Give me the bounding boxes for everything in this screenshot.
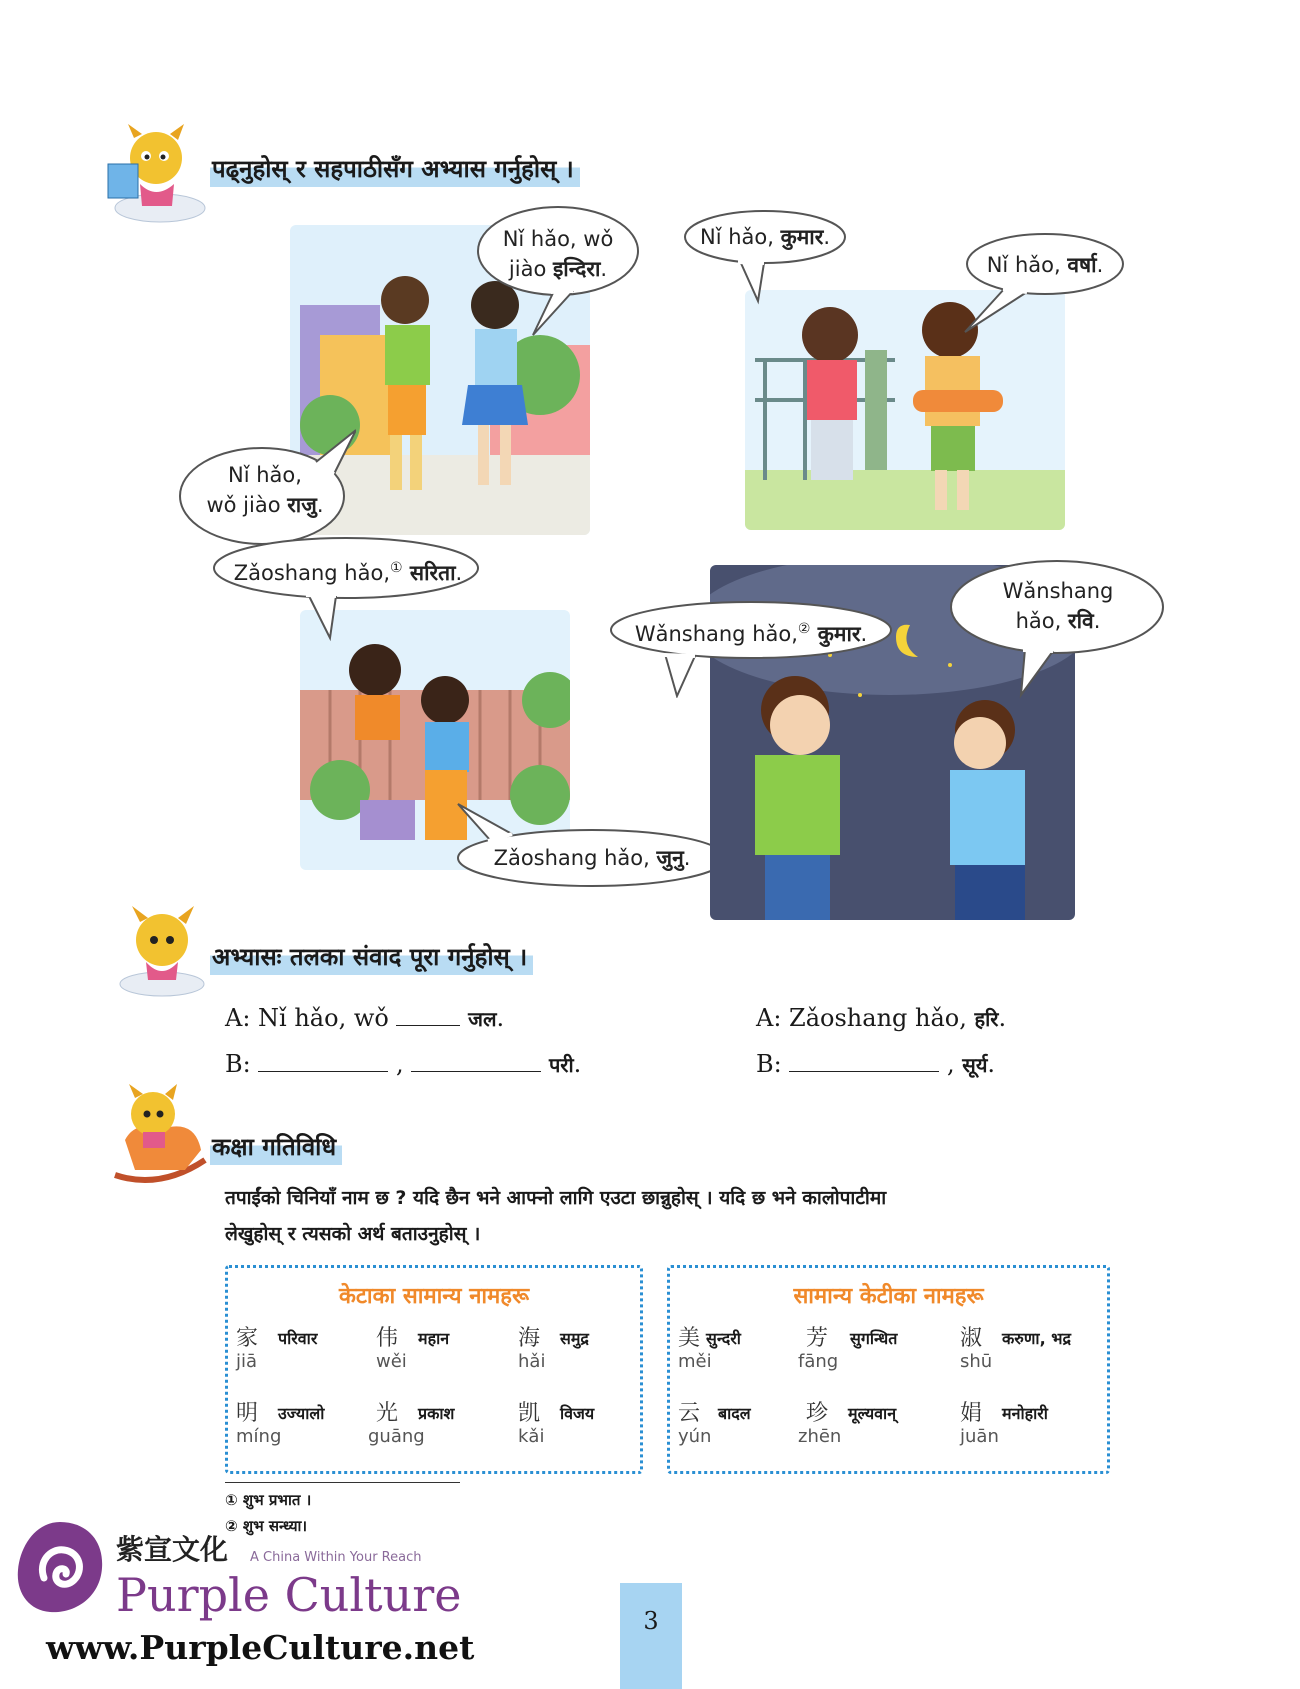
- dragon-rocking-horse-icon: [105, 1080, 215, 1190]
- boys-name-guang-pinyin: guāng: [368, 1426, 425, 1447]
- page-number: 3: [620, 1583, 682, 1689]
- exercise-left-a-suffix: जल: [468, 1007, 497, 1031]
- boys-names-title: केटाका सामान्य नामहरू: [338, 1284, 530, 1309]
- bubble-ravi-latin: hǎo,: [1015, 609, 1068, 633]
- boys-name-hai-hanzi: 海: [518, 1326, 541, 1351]
- girls-name-mei: [678, 1321, 808, 1381]
- boys-names-box: [225, 1265, 643, 1474]
- girls-names-box: [667, 1265, 1110, 1474]
- purple-culture-logo-icon: [14, 1518, 106, 1618]
- footnote-divider: [225, 1482, 460, 1483]
- exercise-left-a-prefix: A: Nǐ hǎo, wǒ: [225, 1004, 389, 1032]
- bubble-junu-name: जुनु: [656, 846, 684, 870]
- bubble-raju-period: .: [316, 493, 324, 517]
- bubble-kumar-1-period: .: [823, 225, 830, 249]
- bubble-raju-text: [190, 460, 340, 520]
- girls-name-mei-hanzi: 美: [678, 1326, 701, 1351]
- exercise-blank-2[interactable]: [258, 1053, 388, 1072]
- bubble-ravi-name: रवि: [1067, 609, 1094, 633]
- bubble-varsha-name: वर्षा: [1067, 253, 1097, 277]
- bubble-indira-period: .: [600, 257, 608, 281]
- bubble-ravi-period: .: [1093, 609, 1101, 633]
- logo-chinese-text: 紫宣文化: [116, 1533, 229, 1566]
- bubble-kumar-1-text: [688, 222, 842, 252]
- girls-name-mei-meaning: सुन्दरी: [706, 1329, 741, 1348]
- bubble-kumar-2-name: कुमार: [810, 622, 861, 646]
- girls-name-fang-hanzi: 芳: [806, 1326, 829, 1351]
- boys-name-guang: [368, 1396, 498, 1456]
- bubble-raju-name: राजु: [287, 493, 317, 517]
- girls-name-fang: [798, 1321, 928, 1381]
- girls-name-zhen: [798, 1396, 928, 1456]
- bubble-kumar-2-period: .: [860, 622, 868, 646]
- bubble-indira-line2: [483, 254, 633, 284]
- girls-name-zhen-meaning: मूल्यवान्: [848, 1404, 897, 1423]
- girls-name-shu: [960, 1321, 1090, 1381]
- boys-name-kai-hanzi: 凯: [518, 1401, 541, 1426]
- girls-name-yun-pinyin: yún: [678, 1426, 712, 1447]
- exercise-period-1: .: [496, 1004, 505, 1032]
- bubble-junu-period: .: [683, 846, 691, 870]
- exercise-period-3: .: [998, 1004, 1007, 1032]
- boys-name-ming-pinyin: míng: [236, 1426, 282, 1447]
- girls-name-shu-hanzi: 淑: [960, 1326, 983, 1351]
- exercise-right-b-comma: ,: [947, 1050, 955, 1078]
- boys-name-hai-pinyin: hǎi: [518, 1351, 546, 1372]
- logo-brand-name: Purple Culture: [116, 1568, 462, 1622]
- section-heading-exercise: अभ्यासः तलका संवाद पूरा गर्नुहोस् ।: [210, 940, 533, 975]
- boys-name-jia: [236, 1321, 366, 1381]
- activity-instructions: [225, 1180, 1105, 1252]
- girls-name-zhen-hanzi: 珍: [806, 1401, 829, 1426]
- bubble-junu-text: [460, 843, 724, 873]
- girls-name-fang-meaning: सुगन्धित: [850, 1329, 898, 1348]
- bubble-sarita-latin: Zǎoshang hǎo,: [233, 561, 391, 585]
- girls-name-juan-meaning: मनोहारी: [1002, 1404, 1048, 1423]
- bubble-sarita-text: [222, 553, 474, 588]
- bubble-varsha-latin: Nǐ hǎo,: [986, 253, 1068, 277]
- bubble-ravi-line2: [960, 606, 1156, 636]
- bubble-sarita-period: .: [455, 561, 463, 585]
- boys-name-wei: [376, 1321, 506, 1381]
- section-heading-class-activity: कक्षा गतिविधि: [210, 1130, 342, 1165]
- exercise-blank-1[interactable]: [396, 1007, 460, 1026]
- boys-name-jia-pinyin: jiā: [236, 1351, 258, 1372]
- exercise-right-b-prefix: B:: [756, 1050, 782, 1078]
- footnote-2: ② शुभ सन्ध्या।: [225, 1517, 308, 1535]
- exercise-right-b-suffix: सूर्य: [962, 1053, 988, 1077]
- bubble-raju-latin: wǒ jiào: [206, 493, 288, 517]
- bubble-junu-latin: Zǎoshang hǎo,: [493, 846, 657, 870]
- exercise-right-a-prefix: A: Zǎoshang hǎo,: [756, 1004, 975, 1032]
- boys-name-ming-hanzi: 明: [236, 1401, 259, 1426]
- bubble-kumar-2-text: [618, 614, 884, 649]
- girls-name-fang-pinyin: fāng: [798, 1351, 839, 1372]
- boys-name-wei-hanzi: 伟: [376, 1326, 399, 1351]
- girls-name-juan: [960, 1396, 1090, 1456]
- exercise-right-a-name: हरि: [974, 1007, 999, 1031]
- boys-name-hai-meaning: समुद्र: [560, 1329, 589, 1348]
- boys-name-hai: [518, 1321, 648, 1381]
- exercise-right-b: [756, 1050, 995, 1078]
- bubble-indira-latin: jiào: [508, 257, 553, 281]
- girls-name-juan-pinyin: juān: [960, 1426, 999, 1447]
- boys-name-jia-meaning: परिवार: [278, 1329, 318, 1348]
- exercise-left-b-prefix: B:: [225, 1050, 251, 1078]
- girls-name-zhen-pinyin: zhēn: [798, 1426, 842, 1447]
- boys-name-guang-meaning: प्रकाश: [418, 1404, 455, 1423]
- boys-name-guang-hanzi: 光: [376, 1401, 399, 1426]
- boys-name-ming: [236, 1396, 366, 1456]
- bubble-ravi-line1: Wǎnshang: [1002, 579, 1114, 603]
- logo-url[interactable]: www.PurpleCulture.net: [46, 1628, 475, 1667]
- boys-name-wei-pinyin: wěi: [376, 1351, 407, 1372]
- footnote-mark-2: ②: [797, 621, 811, 637]
- girls-name-juan-hanzi: 娟: [960, 1401, 983, 1426]
- girls-name-yun: [678, 1396, 808, 1456]
- boys-name-jia-hanzi: 家: [236, 1326, 259, 1351]
- bubble-varsha-text: [970, 250, 1120, 280]
- bubble-indira-line1: Nǐ hǎo, wǒ: [502, 227, 614, 251]
- exercise-left-b-comma: ,: [396, 1050, 404, 1078]
- bubble-sarita-name: सरिता: [402, 561, 456, 585]
- bubble-kumar-1-latin: Nǐ hǎo,: [699, 225, 781, 249]
- activity-line-2: लेखुहोस् र त्यसको अर्थ बताउनुहोस् ।: [225, 1223, 481, 1245]
- dragon-thinking-icon: [112, 900, 212, 1000]
- bubble-kumar-1-name: कुमार: [780, 225, 824, 249]
- exercise-period-4: .: [987, 1050, 996, 1078]
- girls-name-shu-meaning: करुणा, भद्र: [1002, 1329, 1071, 1348]
- bubble-indira-text: [483, 224, 633, 284]
- activity-line-1: तपाईंको चिनियाँ नाम छ ? यदि छैन भने आफ्नो लागि एउटा छान्नुहोस् । यदि छ भने कालोपाटीमा: [225, 1187, 887, 1209]
- bubble-indira-name: इन्दिरा: [552, 257, 601, 281]
- dragon-reading-icon: [100, 118, 210, 228]
- boys-name-kai: [518, 1396, 648, 1456]
- section-heading-read-practice: पढ्नुहोस् र सहपाठीसँग अभ्यास गर्नुहोस् ।: [210, 152, 580, 187]
- boys-name-kai-pinyin: kǎi: [518, 1426, 545, 1447]
- footnote-1: ① शुभ प्रभात ।: [225, 1491, 312, 1509]
- bubble-varsha-period: .: [1096, 253, 1104, 277]
- speech-bubble-varsha: [955, 228, 1125, 338]
- girls-names-title: सामान्य केटीका नामहरू: [793, 1284, 984, 1309]
- girls-name-yun-meaning: बादल: [718, 1404, 751, 1423]
- girls-name-mei-pinyin: měi: [678, 1351, 712, 1372]
- bubble-raju-line1: Nǐ hǎo,: [228, 463, 302, 487]
- bubble-kumar-2-latin: Wǎnshang hǎo,: [634, 622, 798, 646]
- footnote-mark-1: ①: [390, 560, 403, 576]
- exercise-blank-4[interactable]: [789, 1053, 939, 1072]
- logo-tagline: A China Within Your Reach: [250, 1550, 422, 1565]
- exercise-period-2: .: [573, 1050, 582, 1078]
- boys-name-kai-meaning: विजय: [560, 1404, 595, 1423]
- exercise-left-b-suffix: परी: [548, 1053, 574, 1077]
- exercise-right-a: [756, 1004, 1006, 1032]
- girls-name-shu-pinyin: shū: [960, 1351, 993, 1372]
- exercise-left-a: [225, 1004, 504, 1032]
- exercise-left-b: [225, 1050, 581, 1078]
- bubble-ravi-text: [960, 576, 1156, 636]
- exercise-blank-3[interactable]: [411, 1053, 541, 1072]
- boys-name-wei-meaning: महान: [418, 1329, 450, 1348]
- girls-name-yun-hanzi: 云: [678, 1401, 701, 1426]
- bubble-raju-line2: [190, 490, 340, 520]
- boys-name-ming-meaning: उज्यालो: [278, 1404, 325, 1423]
